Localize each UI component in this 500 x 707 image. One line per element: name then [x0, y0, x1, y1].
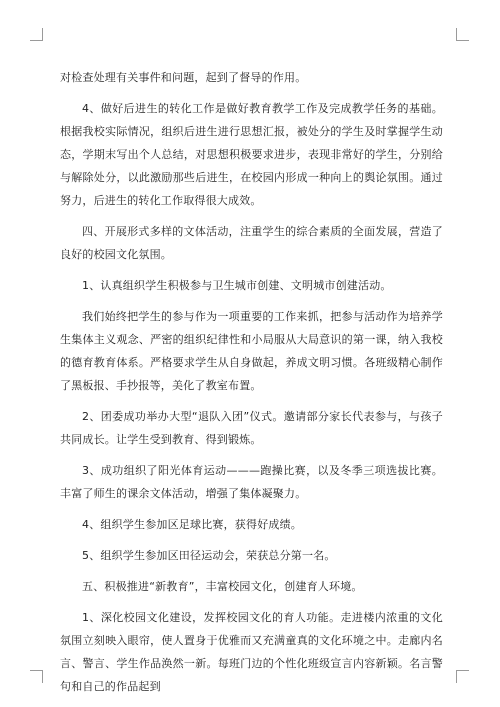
crop-mark-top-right: [456, 28, 469, 41]
paragraph-underachiever-conversion: 4、做好后进生的转化工作是做好教育教学工作及完成教学任务的基础。根据我校实际情况，组织后进生进行思想汇报，被处分的学生及时掌握学生动态，学期末写出个人总结，对思想积极要求进步，表现非常好的学生，分别给与解除处分，以此激励那些后进生，在校园内形成一种向上的舆论氛围。通过努力，后进生的转化工作取得很大成效。: [60, 102, 443, 207]
list-item-campus-culture: 1、深化校园文化建设，发挥校园文化的育人功能。走进楼内浓重的文化氛围立刻映入眼帘，使人置身于优雅而又充满童真的文化环境之中。走廊内名言、警言、学生作品涣然一新。每班门边的个性化班级宣言内容新颖。名言警句和自己的作品起到: [60, 611, 443, 693]
section-heading-new-education: 五、积极推进“新教育”，丰富校园文化，创建育人环境。: [82, 580, 363, 593]
list-item-track-field: 5、组织学生参加区田径运动会，荣获总分第一名。: [82, 549, 336, 562]
paragraph-continued: 对检查处理有关事件和问题，起到了督导的作用。: [60, 71, 307, 84]
crop-mark-bottom-left: [30, 670, 43, 683]
section-heading-activities: 四、开展形式多样的文体活动，注重学生的综合素质的全面发展，营造了良好的校园文化氛围。: [60, 225, 443, 261]
crop-mark-bottom-right: [456, 670, 469, 683]
paragraph-participation: 我们始终把学生的参与作为一项重要的工作来抓，把参与活动作为培养学生集体主义观念、严密的组织纪律性和小局服从大局意识的第一课，纳入我校的德育教育体系。严格要求学生从自身做起，养成文明习惯。各班级精心制作了黑板报、手抄报等，美化了教室布置。: [60, 310, 443, 392]
crop-mark-top-left: [30, 28, 43, 41]
list-item-league-ceremony: 2、团委成功举办大型“退队入团”仪式。邀请部分家长代表参与，与孩子共同成长。让学生受到教育、得到锻炼。: [60, 410, 443, 446]
list-item-sunshine-sports: 3、成功组织了阳光体育运动———跑操比赛，以及冬季三项选拔比赛。丰富了师生的课余文体活动，增强了集体凝聚力。: [60, 464, 443, 500]
document-body: [60, 66, 443, 706]
list-item-football: 4、组织学生参加区足球比赛，获得好成绩。: [82, 518, 302, 531]
list-item-city-campaign: 1、认真组织学生积极参与卫生城市创建、文明城市创建活动。: [82, 279, 392, 292]
